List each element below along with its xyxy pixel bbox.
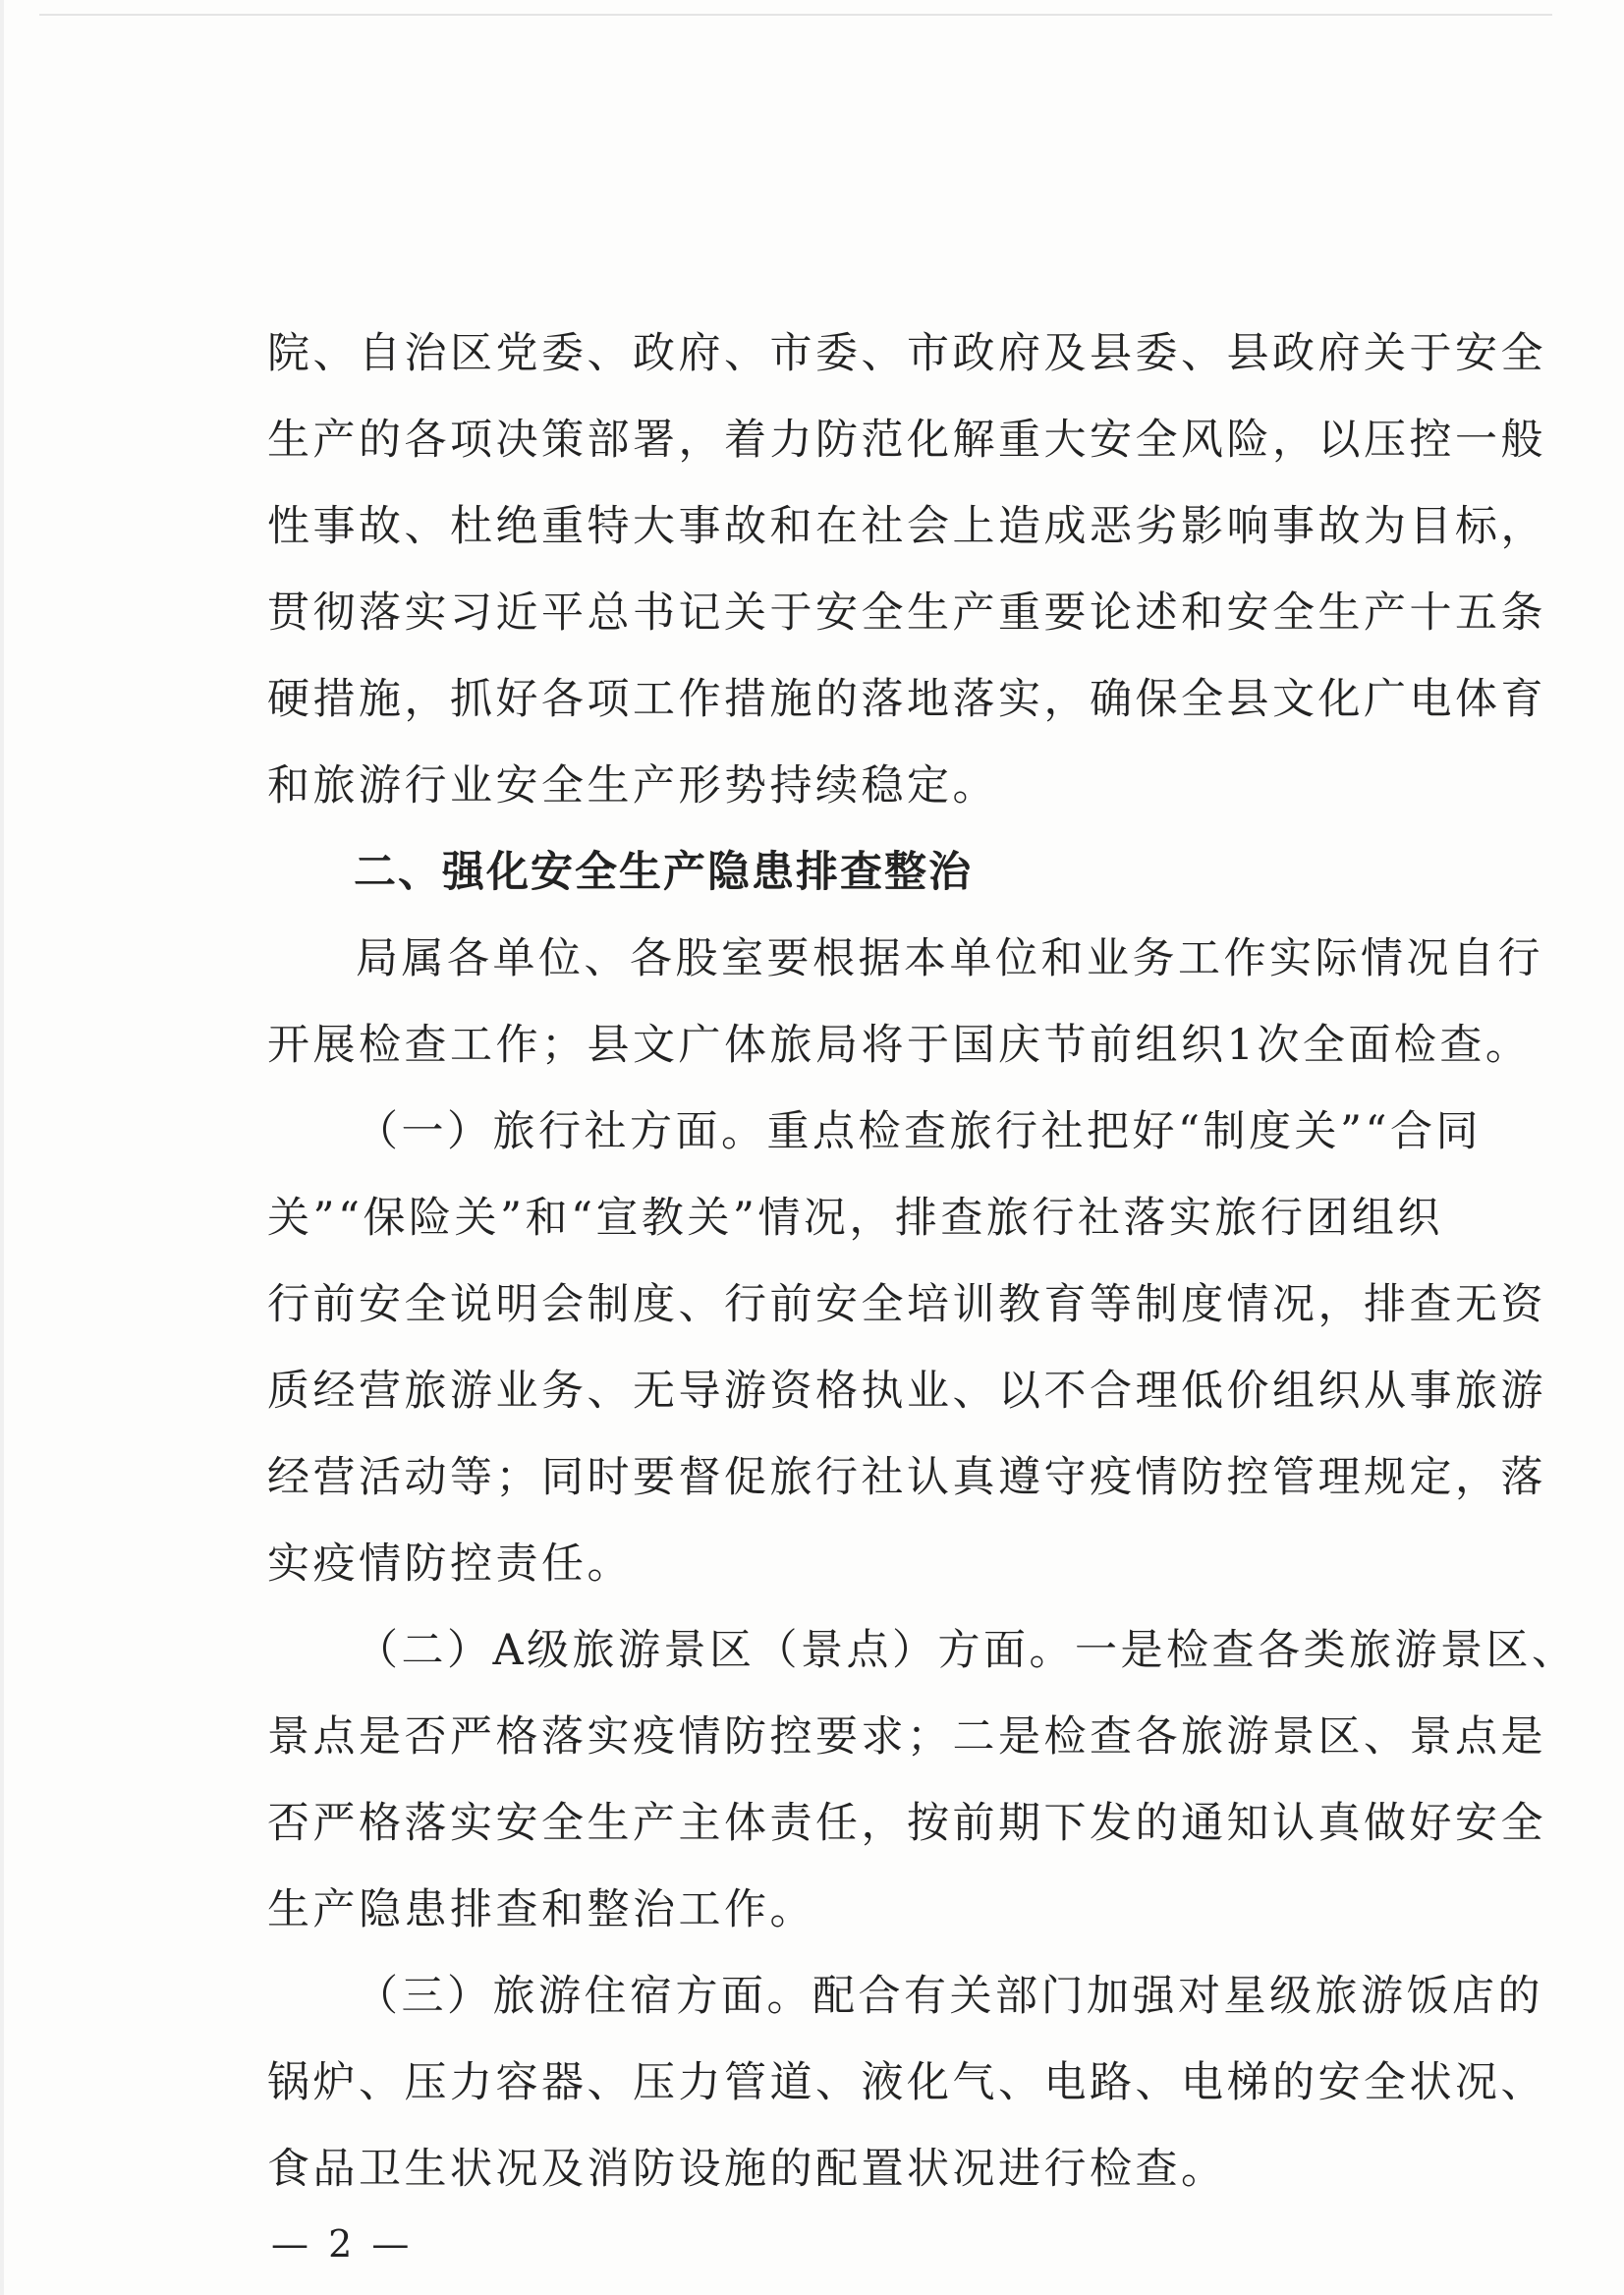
paragraph-5-line-2: 锅炉、压力容器、压力管道、液化气、电路、电梯的安全状况、 (267, 2058, 1546, 2107)
paragraph-3-line-1: （一）旅行社方面。重点检查旅行社把好“制度关”“合同 (356, 1107, 1482, 1156)
section-heading: 二、强化安全生产隐患排查整治 (354, 848, 973, 897)
paragraph-3-line-5: 经营活动等；同时要督促旅行社认真遵守疫情防控管理规定，落 (267, 1453, 1546, 1502)
paragraph-4-line-4: 生产隐患排查和整治工作。 (267, 1885, 815, 1934)
paragraph-1-line-1: 院、自治区党委、政府、市委、市政府及县委、县政府关于安全 (267, 329, 1546, 378)
paragraph-4-line-3: 否严格落实安全生产主体责任，按前期下发的通知认真做好安全 (267, 1799, 1546, 1848)
paragraph-1-line-2: 生产的各项决策部署，着力防范化解重大安全风险，以压控一般 (267, 416, 1546, 465)
paragraph-5-line-3: 食品卫生状况及消防设施的配置状况进行检查。 (267, 2145, 1227, 2194)
paragraph-4-line-1: （二）A级旅游景区（景点）方面。一是检查各类旅游景区、 (356, 1626, 1578, 1675)
paragraph-2-line-2: 开展检查工作；县文广体旅局将于国庆节前组织1次全面检查。 (267, 1021, 1532, 1070)
paragraph-2-line-1: 局属各单位、各股室要根据本单位和业务工作实际情况自行 (356, 934, 1543, 983)
paragraph-5-line-1: （三）旅游住宿方面。配合有关部门加强对星级旅游饭店的 (356, 1972, 1543, 2021)
paragraph-1-line-6: 和旅游行业安全生产形势持续稳定。 (267, 761, 998, 811)
paragraph-4-line-2: 景点是否严格落实疫情防控要求；二是检查各旅游景区、景点是 (267, 1712, 1546, 1762)
paragraph-3-line-6: 实疫情防控责任。 (267, 1539, 633, 1589)
scan-left-edge (0, 0, 4, 2295)
scan-edge-line (39, 14, 1552, 16)
paragraph-3-line-4: 质经营旅游业务、无导游资格执业、以不合理低价组织从事旅游 (267, 1367, 1546, 1416)
page-number: — 2 — (271, 2222, 414, 2266)
paragraph-3-line-2: 关”“保险关”和“宣教关”情况，排查旅行社落实旅行团组织 (267, 1194, 1443, 1243)
paragraph-3-line-3: 行前安全说明会制度、行前安全培训教育等制度情况，排查无资 (267, 1280, 1546, 1329)
paragraph-1-line-3: 性事故、杜绝重特大事故和在社会上造成恶劣影响事故为目标， (267, 502, 1546, 551)
paragraph-1-line-4: 贯彻落实习近平总书记关于安全生产重要论述和安全生产十五条 (267, 588, 1546, 638)
paragraph-1-line-5: 硬措施，抓好各项工作措施的落地落实，确保全县文化广电体育 (267, 675, 1546, 724)
